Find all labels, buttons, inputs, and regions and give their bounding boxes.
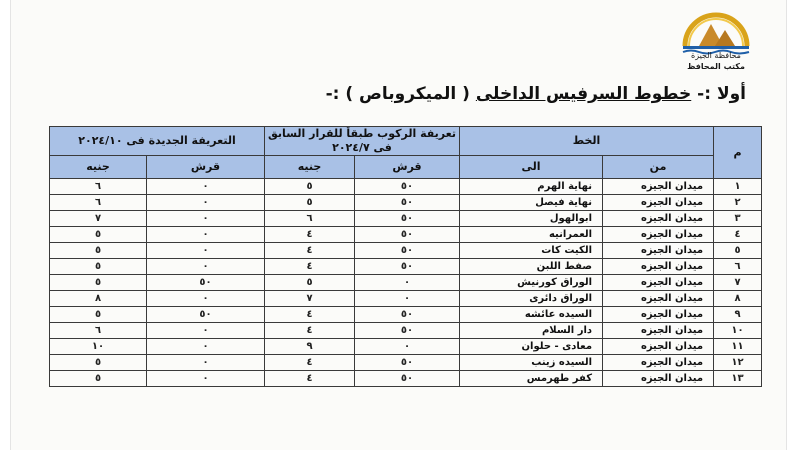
old-pound-cell: ٥: [265, 275, 355, 291]
from-cell: ميدان الجيزه: [603, 339, 714, 355]
old-pound-cell: ٩: [265, 339, 355, 355]
new-pound-cell: ١٠: [50, 339, 147, 355]
header-line: الخط: [460, 127, 714, 156]
old-pound-cell: ٤: [265, 355, 355, 371]
logo-title: محافظة الجيزة: [691, 51, 741, 60]
header-index: م: [714, 127, 762, 179]
to-cell: كفر طهرمس: [460, 371, 603, 387]
table-row: [50, 323, 762, 339]
to-cell: معادى - حلوان: [460, 339, 603, 355]
row-index: ١٠: [714, 323, 762, 339]
table-subheader-row: [50, 156, 762, 179]
table-header-row: [50, 127, 762, 156]
old-piaster-cell: ٥٠: [355, 195, 460, 211]
old-pound-cell: ٤: [265, 259, 355, 275]
new-piaster-cell: ٥٠: [147, 275, 265, 291]
new-piaster-cell: ٠: [147, 227, 265, 243]
logo-subtitle: مكتب المحافظ: [687, 62, 745, 71]
old-piaster-cell: ٠: [355, 339, 460, 355]
new-piaster-cell: ٠: [147, 179, 265, 195]
row-index: ٣: [714, 211, 762, 227]
old-pound-cell: ٦: [265, 211, 355, 227]
old-piaster-cell: ٥٠: [355, 211, 460, 227]
header-old-fare: تعريفة الركوب طبقاً للقرار السابق فى ٢٠٢٤/٧: [265, 127, 460, 156]
row-index: ١٣: [714, 371, 762, 387]
row-index: ١: [714, 179, 762, 195]
from-cell: ميدان الجيزه: [603, 323, 714, 339]
old-pound-cell: ٥: [265, 179, 355, 195]
new-piaster-cell: ٠: [147, 371, 265, 387]
to-cell: السيده عائشه: [460, 307, 603, 323]
from-cell: ميدان الجيزه: [603, 355, 714, 371]
from-cell: ميدان الجيزه: [603, 195, 714, 211]
from-cell: ميدان الجيزه: [603, 243, 714, 259]
table-row: [50, 179, 762, 195]
old-piaster-cell: ٥٠: [355, 259, 460, 275]
new-pound-cell: ٥: [50, 355, 147, 371]
new-pound-cell: ٦: [50, 323, 147, 339]
old-piaster-cell: ٥٠: [355, 355, 460, 371]
header-new-fare: التعريفة الجديدة فى ٢٠٢٤/١٠: [50, 127, 265, 156]
row-index: ٥: [714, 243, 762, 259]
to-cell: صفط اللبن: [460, 259, 603, 275]
table-row: [50, 307, 762, 323]
new-piaster-cell: ٠: [147, 195, 265, 211]
old-piaster-cell: ٥٠: [355, 243, 460, 259]
fare-table: [49, 126, 762, 387]
to-cell: الوراق دائرى: [460, 291, 603, 307]
new-pound-cell: ٥: [50, 307, 147, 323]
row-index: ١٢: [714, 355, 762, 371]
table-row: [50, 211, 762, 227]
to-cell: الكيت كات: [460, 243, 603, 259]
old-pound-cell: ٥: [265, 195, 355, 211]
fare-table-body: [50, 179, 762, 387]
new-pound-cell: ٧: [50, 211, 147, 227]
old-pound-cell: ٤: [265, 323, 355, 339]
row-index: ٩: [714, 307, 762, 323]
old-piaster-cell: ٥٠: [355, 323, 460, 339]
old-piaster-cell: ٥٠: [355, 371, 460, 387]
to-cell: السيده زينب: [460, 355, 603, 371]
row-index: ٧: [714, 275, 762, 291]
table-row: [50, 339, 762, 355]
to-cell: الوراق كورنيش: [460, 275, 603, 291]
from-cell: ميدان الجيزه: [603, 259, 714, 275]
from-cell: ميدان الجيزه: [603, 291, 714, 307]
to-cell: ابوالهول: [460, 211, 603, 227]
table-row: [50, 291, 762, 307]
header-to: الى: [460, 156, 603, 179]
section-prefix: أولا :-: [691, 84, 746, 104]
from-cell: ميدان الجيزه: [603, 179, 714, 195]
new-pound-cell: ٥: [50, 243, 147, 259]
to-cell: نهاية الهرم: [460, 179, 603, 195]
header-from: من: [603, 156, 714, 179]
new-piaster-cell: ٠: [147, 243, 265, 259]
section-title: [326, 84, 746, 104]
section-suffix: ( الميكروباص ) :-: [325, 84, 476, 104]
table-row: [50, 227, 762, 243]
old-pound-cell: ٤: [265, 243, 355, 259]
new-pound-cell: ٥: [50, 371, 147, 387]
old-piaster-cell: ٥٠: [355, 227, 460, 243]
new-pound-cell: ٨: [50, 291, 147, 307]
header-old-piaster: قرش: [355, 156, 460, 179]
table-row: [50, 259, 762, 275]
new-pound-cell: ٦: [50, 195, 147, 211]
row-index: ٨: [714, 291, 762, 307]
old-pound-cell: ٤: [265, 227, 355, 243]
new-piaster-cell: ٥٠: [147, 307, 265, 323]
new-pound-cell: ٥: [50, 227, 147, 243]
new-piaster-cell: ٠: [147, 323, 265, 339]
to-cell: نهاية فيصل: [460, 195, 603, 211]
table-row: [50, 243, 762, 259]
from-cell: ميدان الجيزه: [603, 307, 714, 323]
table-row: [50, 355, 762, 371]
new-piaster-cell: ٠: [147, 339, 265, 355]
from-cell: ميدان الجيزه: [603, 371, 714, 387]
header-new-piaster: قرش: [147, 156, 265, 179]
old-pound-cell: ٤: [265, 371, 355, 387]
new-pound-cell: ٥: [50, 275, 147, 291]
old-piaster-cell: ٠: [355, 275, 460, 291]
old-pound-cell: ٤: [265, 307, 355, 323]
old-piaster-cell: ٥٠: [355, 179, 460, 195]
new-pound-cell: ٥: [50, 259, 147, 275]
to-cell: العمرانيه: [460, 227, 603, 243]
from-cell: ميدان الجيزه: [603, 227, 714, 243]
table-row: [50, 371, 762, 387]
document-page: [10, 0, 787, 450]
logo-caption: [675, 50, 757, 72]
section-heading: خطوط السرفيس الداخلى: [475, 84, 692, 104]
header-old-pound: جنيه: [265, 156, 355, 179]
row-index: ٢: [714, 195, 762, 211]
new-piaster-cell: ٠: [147, 259, 265, 275]
new-pound-cell: ٦: [50, 179, 147, 195]
new-piaster-cell: ٠: [147, 211, 265, 227]
new-piaster-cell: ٠: [147, 291, 265, 307]
row-index: ٦: [714, 259, 762, 275]
old-piaster-cell: ٥٠: [355, 307, 460, 323]
table-row: [50, 195, 762, 211]
table-row: [50, 275, 762, 291]
to-cell: دار السلام: [460, 323, 603, 339]
row-index: ٤: [714, 227, 762, 243]
header-new-pound: جنيه: [50, 156, 147, 179]
old-pound-cell: ٧: [265, 291, 355, 307]
row-index: ١١: [714, 339, 762, 355]
new-piaster-cell: ٠: [147, 355, 265, 371]
from-cell: ميدان الجيزه: [603, 211, 714, 227]
from-cell: ميدان الجيزه: [603, 275, 714, 291]
old-piaster-cell: ٠: [355, 291, 460, 307]
